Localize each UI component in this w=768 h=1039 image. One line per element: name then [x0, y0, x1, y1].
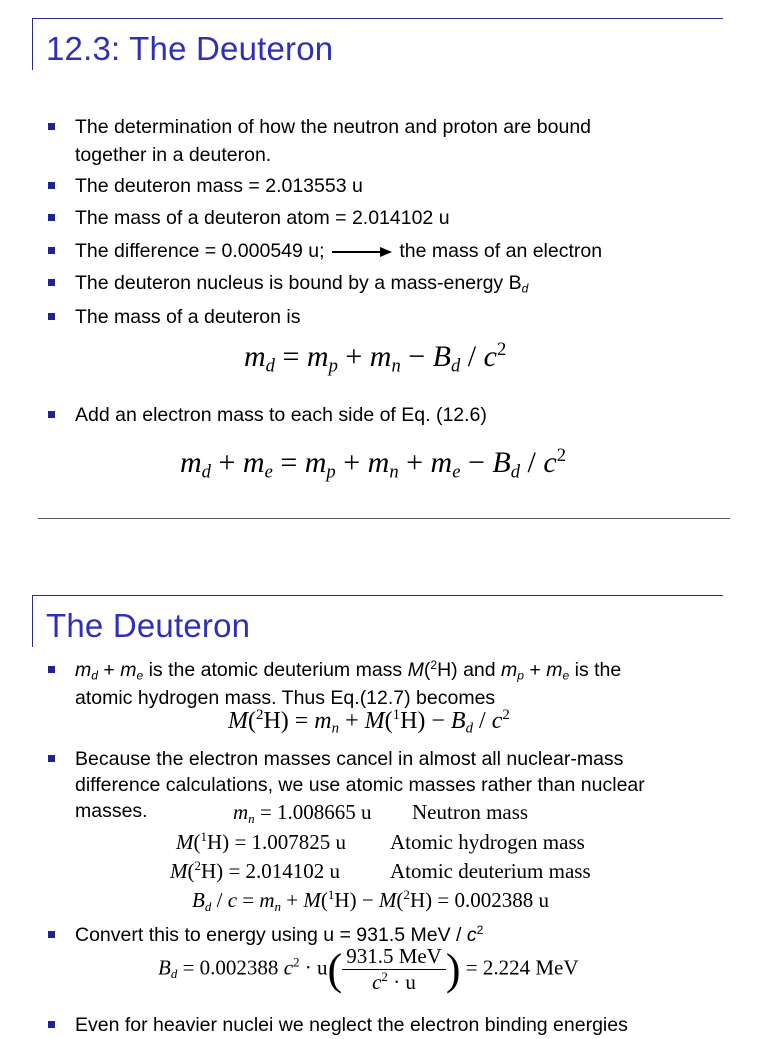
table-row-hydrogen: M($^1$H) = 1.007825 u: [176, 829, 347, 854]
slide1-left-rule: [32, 18, 33, 70]
slide2-bullet1-line2: atomic hydrogen mass. Thus Eq.(12.7) becomes: [75, 687, 496, 709]
table-row-deuterium: M($^2$H) = 2.014102 u: [170, 858, 341, 883]
slide2-bullet2-line2: difference calculations, we use atomic masses rather than nuclear: [75, 774, 645, 796]
bullet-icon: [48, 279, 55, 286]
slide1-top-rule: [32, 18, 723, 19]
bullet-icon: [48, 214, 55, 221]
bullet-icon: [48, 666, 55, 673]
slide1-bullet3: The mass of a deuteron atom = 2.014102 u: [75, 207, 450, 229]
slide1-bullet5-text: The deuteron nucleus is bound by a mass-energy B: [75, 272, 522, 294]
slide2-top-rule: [32, 595, 723, 596]
table-label-hydrogen: Atomic hydrogen mass: [390, 830, 585, 854]
equation-energy: $B_d = 0.002388$ $c^2 \cdot u$( $\frac{\text{931.5 MeV}}{c^2 \cdot u}$ ) = 2.224 MeV: [158, 944, 579, 994]
equation-binding: $B_d / c = m_n + M(^1H) - M(^2H) = 0.002388$ u: [192, 887, 549, 914]
bullet-icon: [48, 247, 55, 254]
slide2-bullet4-partial: Even for heavier nuclei we neglect the electron binding energies: [75, 1014, 628, 1036]
slide2-left-rule: [32, 595, 33, 647]
bullet-icon: [48, 411, 55, 418]
slide1-bullet6: The mass of a deuteron is: [75, 306, 301, 328]
slide2-bullet2-line1: Because the electron masses cancel in almost all nuclear-mass: [75, 748, 624, 770]
bullet-icon: [48, 931, 55, 938]
equation-deuterium-mass: $M(^2H) = m_n + M(^1H) - B_d / c^2$: [228, 707, 510, 737]
bullet-icon: [48, 123, 55, 130]
slide2-bullet3: Convert this to energy using u = 931.5 MeV / $c^2$: [75, 922, 484, 946]
slide1-bullet4: [75, 237, 602, 265]
slide1-title: 12.3: The Deuteron: [46, 30, 334, 67]
table-row-neutron: $m_n = 1.008665$ u: [233, 800, 372, 826]
slide1-bullet7: Add an electron mass to each side of Eq. (12.6): [75, 404, 487, 426]
right-arrow-icon: [330, 246, 394, 258]
equation-12-6: $m_d = m_p + m_n - B_d / c^2$: [244, 338, 507, 377]
bullet-icon: [48, 182, 55, 189]
slide2-bullet1-line1: $m_d + m_e$ is the atomic deuterium mass M($^2$H) and $m_p + m_e$ is the: [75, 657, 622, 683]
slide1-bullet2: The deuteron mass = 2.013553 u: [75, 175, 363, 197]
bullet-icon: [48, 1021, 55, 1028]
slide1-bullet5-sub: d: [521, 281, 529, 296]
slide1-bullet1-line2: together in a deuteron.: [75, 144, 272, 166]
slide-separator: [38, 518, 730, 519]
bullet-icon: [48, 313, 55, 320]
table-label-deuterium: Atomic deuterium mass: [390, 859, 591, 883]
bullet-icon: [48, 755, 55, 762]
slide2-bullet2-line3: masses.: [75, 800, 148, 822]
slide1-bullet1-line1: The determination of how the neutron and proton are bound: [75, 116, 592, 138]
slide2-title: The Deuteron: [46, 607, 251, 644]
slide1-bullet5: [75, 269, 528, 297]
table-label-neutron: Neutron mass: [412, 800, 529, 824]
slide1-bullet4-text-b: the mass of an electron: [399, 240, 603, 262]
equation-12-7: $m_d + m_e = m_p + m_n + m_e - B_d / c^2$: [180, 444, 566, 483]
slide1-bullet4-text-a: The difference = 0.000549 u;: [75, 240, 325, 262]
